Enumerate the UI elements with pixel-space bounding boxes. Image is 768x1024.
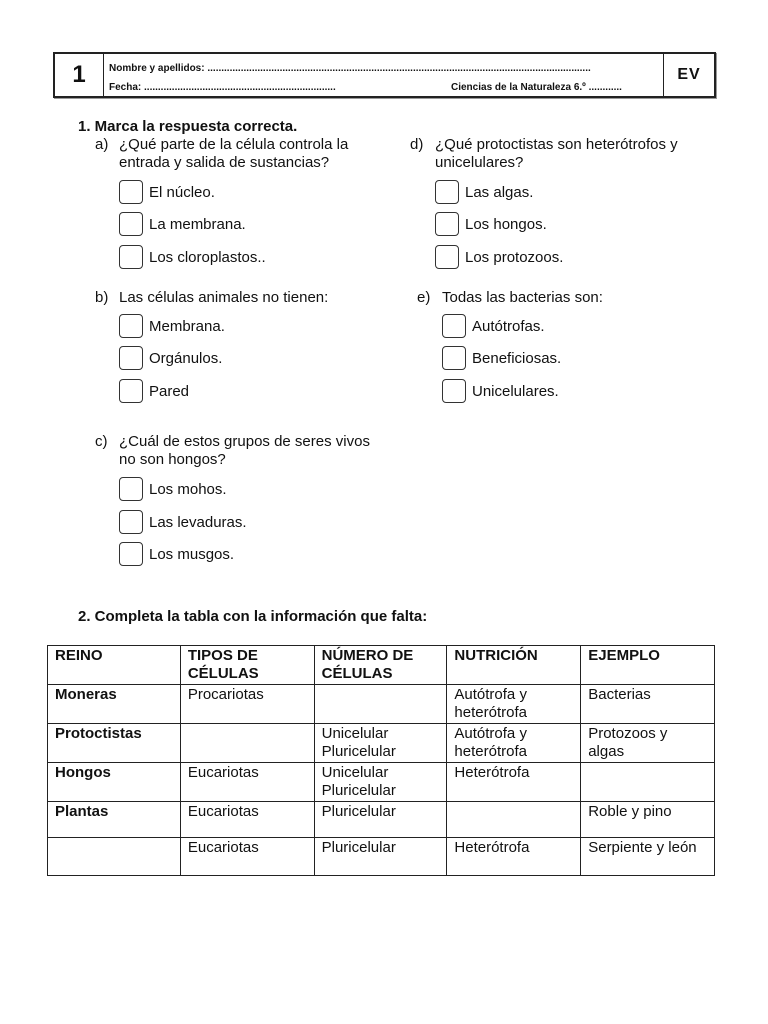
table-cell: Unicelular Pluricelular xyxy=(314,763,447,802)
table-cell: Pluricelular xyxy=(314,802,447,838)
table-cell: Autótrofa y heterótrofa xyxy=(447,724,581,763)
name-label: Nombre y apellidos: xyxy=(109,63,205,74)
subject-line xyxy=(451,82,622,93)
option-label: Los cloroplastos.. xyxy=(149,248,266,266)
table-cell-blank[interactable] xyxy=(180,724,314,763)
table-cell: Plantas xyxy=(48,802,181,838)
q1a-text: ¿Qué parte de la célula controla la entrada y salida de sustancias? xyxy=(119,136,349,171)
table-cell: Hongos xyxy=(48,763,181,802)
q1c-option[interactable] xyxy=(119,510,247,534)
q1-title: 1. Marca la respuesta correcta. xyxy=(78,118,298,135)
q1d-option[interactable] xyxy=(435,212,547,236)
table-cell: Autótrofa y heterótrofa xyxy=(447,685,581,724)
table-row xyxy=(48,838,715,876)
subject-label: Ciencias de la Naturaleza xyxy=(451,82,572,93)
table-cell: Protoctistas xyxy=(48,724,181,763)
option-label: La membrana. xyxy=(149,215,246,233)
table-row xyxy=(48,802,715,838)
checkbox[interactable] xyxy=(119,346,143,370)
option-label: Las algas. xyxy=(465,183,534,201)
header-cell: NUTRICIÓN xyxy=(447,646,581,685)
q1b-text: Las células animales no tienen: xyxy=(119,289,329,306)
checkbox[interactable] xyxy=(442,379,466,403)
header-cell: NÚMERO DE CÉLULAS xyxy=(314,646,447,685)
grade-label: 6.º xyxy=(573,82,586,93)
q1e-option[interactable] xyxy=(442,379,559,403)
q1d-text: ¿Qué protoctistas son heterótrofos y unicelulares? xyxy=(435,136,678,171)
header-cell: REINO xyxy=(48,646,181,685)
q1e-letter: e) xyxy=(417,289,431,306)
table-cell: Serpiente y león xyxy=(581,838,715,876)
table-row xyxy=(48,685,715,724)
option-label: Orgánulos. xyxy=(149,349,223,367)
table-row xyxy=(48,724,715,763)
checkbox[interactable] xyxy=(435,245,459,269)
date-dots: ..................................................................... xyxy=(144,82,336,93)
grade-dots: ............ xyxy=(588,82,622,93)
q1a-option[interactable] xyxy=(119,212,246,236)
checkbox[interactable] xyxy=(435,212,459,236)
checkbox[interactable] xyxy=(119,379,143,403)
option-label: El núcleo. xyxy=(149,183,215,201)
q1d-option[interactable] xyxy=(435,245,563,269)
name-line[interactable] xyxy=(109,63,591,74)
checkbox[interactable] xyxy=(442,346,466,370)
option-label: Los protozoos. xyxy=(465,248,564,266)
q1c-letter: c) xyxy=(95,433,108,450)
option-label: Beneficiosas. xyxy=(472,349,562,367)
table-cell: Bacterias xyxy=(581,685,715,724)
checkbox[interactable] xyxy=(119,314,143,338)
table-cell-blank[interactable] xyxy=(314,685,447,724)
q1c-text: ¿Cuál de estos grupos de seres vivos no son hongos? xyxy=(119,433,370,468)
table-cell: Roble y pino xyxy=(581,802,715,838)
table-cell: Eucariotas xyxy=(180,802,314,838)
q1e-option[interactable] xyxy=(442,314,545,338)
option-label: Pared xyxy=(149,382,190,400)
checkbox[interactable] xyxy=(119,510,143,534)
checkbox[interactable] xyxy=(119,212,143,236)
table-cell: Heterótrofa xyxy=(447,763,581,802)
name-dots: .......................................................................................................................................... xyxy=(207,63,591,74)
table-header-row xyxy=(48,646,715,685)
q1a-letter: a) xyxy=(95,136,109,153)
table-cell: Protozoos y algas xyxy=(581,724,715,763)
option-label: Los mohos. xyxy=(149,480,227,498)
checkbox[interactable] xyxy=(435,180,459,204)
option-label: Autótrofas. xyxy=(472,317,545,335)
checkbox[interactable] xyxy=(119,245,143,269)
q1b-option[interactable] xyxy=(119,314,225,338)
checkbox[interactable] xyxy=(119,180,143,204)
table-cell: Eucariotas xyxy=(180,763,314,802)
checkbox[interactable] xyxy=(119,542,143,566)
table-cell-blank[interactable] xyxy=(447,802,581,838)
option-label: Membrana. xyxy=(149,317,225,335)
date-line[interactable] xyxy=(109,82,336,93)
ev-tag: EV xyxy=(663,54,714,96)
q1b-option[interactable] xyxy=(119,379,189,403)
q1a-option[interactable] xyxy=(119,245,266,269)
checkbox[interactable] xyxy=(119,477,143,501)
table-row xyxy=(48,763,715,802)
q1b-option[interactable] xyxy=(119,346,222,370)
option-label: Unicelulares. xyxy=(472,382,559,400)
date-label: Fecha: xyxy=(109,82,142,93)
table-cell: Procariotas xyxy=(180,685,314,724)
q2-title: 2. Completa la tabla con la información que falta: xyxy=(78,608,428,625)
header-box xyxy=(53,52,716,98)
q1e-option[interactable] xyxy=(442,346,561,370)
option-label: Los musgos. xyxy=(149,545,235,563)
table-cell: Unicelular Pluricelular xyxy=(314,724,447,763)
table-cell: Heterótrofa xyxy=(447,838,581,876)
q1d-letter: d) xyxy=(410,136,424,153)
sheet-number: 1 xyxy=(55,54,104,96)
q1c-option[interactable] xyxy=(119,477,227,501)
q1d-option[interactable] xyxy=(435,180,533,204)
header-cell: EJEMPLO xyxy=(581,646,715,685)
table-cell-blank[interactable] xyxy=(581,763,715,802)
q1a-option[interactable] xyxy=(119,180,215,204)
q1e-text: Todas las bacterias son: xyxy=(442,289,603,306)
checkbox[interactable] xyxy=(442,314,466,338)
option-label: Los hongos. xyxy=(465,215,547,233)
q1b-letter: b) xyxy=(95,289,109,306)
table-cell-blank[interactable] xyxy=(48,838,181,876)
q1c-option[interactable] xyxy=(119,542,234,566)
table-cell: Eucariotas xyxy=(180,838,314,876)
header-cell: TIPOS DE CÉLULAS xyxy=(180,646,314,685)
table-cell: Moneras xyxy=(48,685,181,724)
option-label: Las levaduras. xyxy=(149,513,247,531)
kingdoms-table xyxy=(47,645,715,876)
table-cell: Pluricelular xyxy=(314,838,447,876)
